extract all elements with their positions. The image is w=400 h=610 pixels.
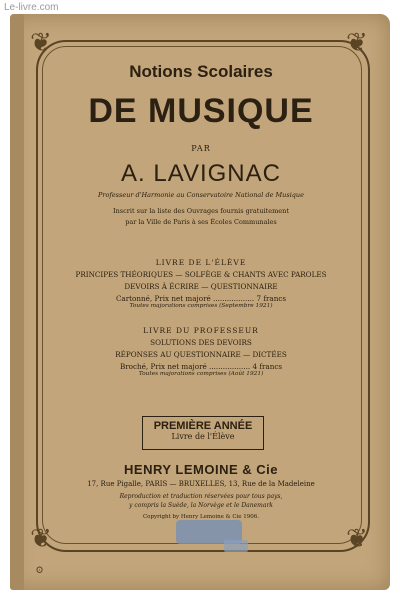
inscription-line: par la Ville de Paris à ses Écoles Communales <box>125 218 277 226</box>
eleve-line: DEVOIRS À ÉCRIRE — QUESTIONNAIRE <box>124 282 278 291</box>
author-title: Professeur d'Harmonie au Conservatoire National de Musique <box>98 191 304 199</box>
year-subtitle: Livre de l'Élève <box>171 432 235 441</box>
author-name: A. LAVIGNAC <box>121 160 281 187</box>
eleve-heading: LIVRE DE L'ÉLÈVE <box>155 258 247 267</box>
publisher-name: HENRY LEMOINE & Cie <box>124 462 278 477</box>
reproduction-line: y compris la Suède, la Norvège et le Danemark <box>129 502 273 509</box>
inscription <box>40 206 362 228</box>
professeur-heading: LIVRE DU PROFESSEUR <box>143 326 259 335</box>
year-title: PREMIÈRE ANNÉE <box>153 420 253 432</box>
eleve-section <box>40 258 362 309</box>
corner-ornament-icon: ❦ <box>30 28 52 58</box>
eleve-price-note: Toutes majorations comprises (Septembre 1921) <box>129 303 273 309</box>
series-title: Notions Scolaires <box>129 62 273 81</box>
corner-ornament-icon: ❦ <box>30 524 52 554</box>
inscription-line: Inscrit sur la liste des Ouvrages fournis gratuitement <box>113 207 289 215</box>
professeur-price: Broché, Prix net majoré .................. 4 francs <box>119 362 283 371</box>
book-spine <box>10 14 24 590</box>
copyright-notice: Copyright by Henry Lemoine & Cie 1906. <box>142 514 260 520</box>
book-title: DE MUSIQUE <box>88 92 314 130</box>
professeur-price-note: Toutes majorations comprises (Août 1921) <box>138 371 264 377</box>
corner-mark-icon: Ꙩ <box>36 566 44 576</box>
library-stamp-mark <box>224 540 248 552</box>
eleve-line: PRINCIPES THÉORIQUES — SOLFÈGE & CHANTS AVEC PAROLES <box>75 270 327 279</box>
corner-ornament-icon: ❦ <box>346 28 368 58</box>
publisher-address: 17, Rue Pigalle, PARIS — BRUXELLES, 13, Rue de la Madeleine <box>87 480 315 488</box>
watermark: Le-livre.com <box>4 2 59 13</box>
professeur-line: RÉPONSES AU QUESTIONNAIRE — DICTÉES <box>115 350 287 359</box>
professeur-line: SOLUTIONS DES DEVOIRS <box>150 338 252 347</box>
reproduction-notice <box>40 492 362 510</box>
reproduction-line: Reproduction et traduction réservées pour tous pays, <box>119 493 283 500</box>
professeur-section <box>40 326 362 377</box>
eleve-price: Cartonné, Prix net majoré .................. 7 francs <box>115 294 287 303</box>
year-box <box>142 416 264 450</box>
par-label: PAR <box>191 144 211 153</box>
corner-ornament-icon: ❦ <box>346 524 368 554</box>
